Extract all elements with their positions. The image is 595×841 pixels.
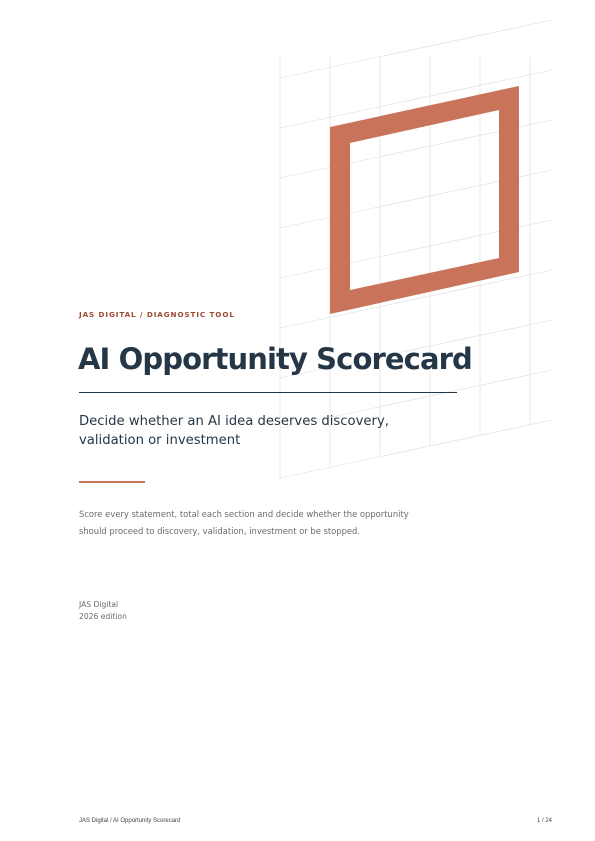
organization-name: JAS Digital	[79, 600, 119, 609]
eyebrow-label: JAS DIGITAL / DIAGNOSTIC TOOL	[79, 310, 235, 319]
accent-divider	[79, 481, 145, 483]
title-divider	[79, 392, 457, 393]
page-title: AI Opportunity Scorecard	[78, 342, 472, 376]
footer-page-indicator: 1 / 24	[536, 818, 552, 824]
accent-frame-shape	[330, 86, 519, 314]
page-subtitle: Decide whether an AI idea deserves discovery, validation or investment	[79, 414, 389, 448]
edition-label: 2026 edition	[79, 612, 127, 621]
footer-document-label: JAS Digital / AI Opportunity Scorecard	[79, 818, 181, 824]
publisher-block	[79, 599, 127, 623]
intro-paragraph: Score every statement, total each section and decide whether the opportunity should proceed to discovery, validation, investment or be stopped.	[79, 509, 409, 536]
